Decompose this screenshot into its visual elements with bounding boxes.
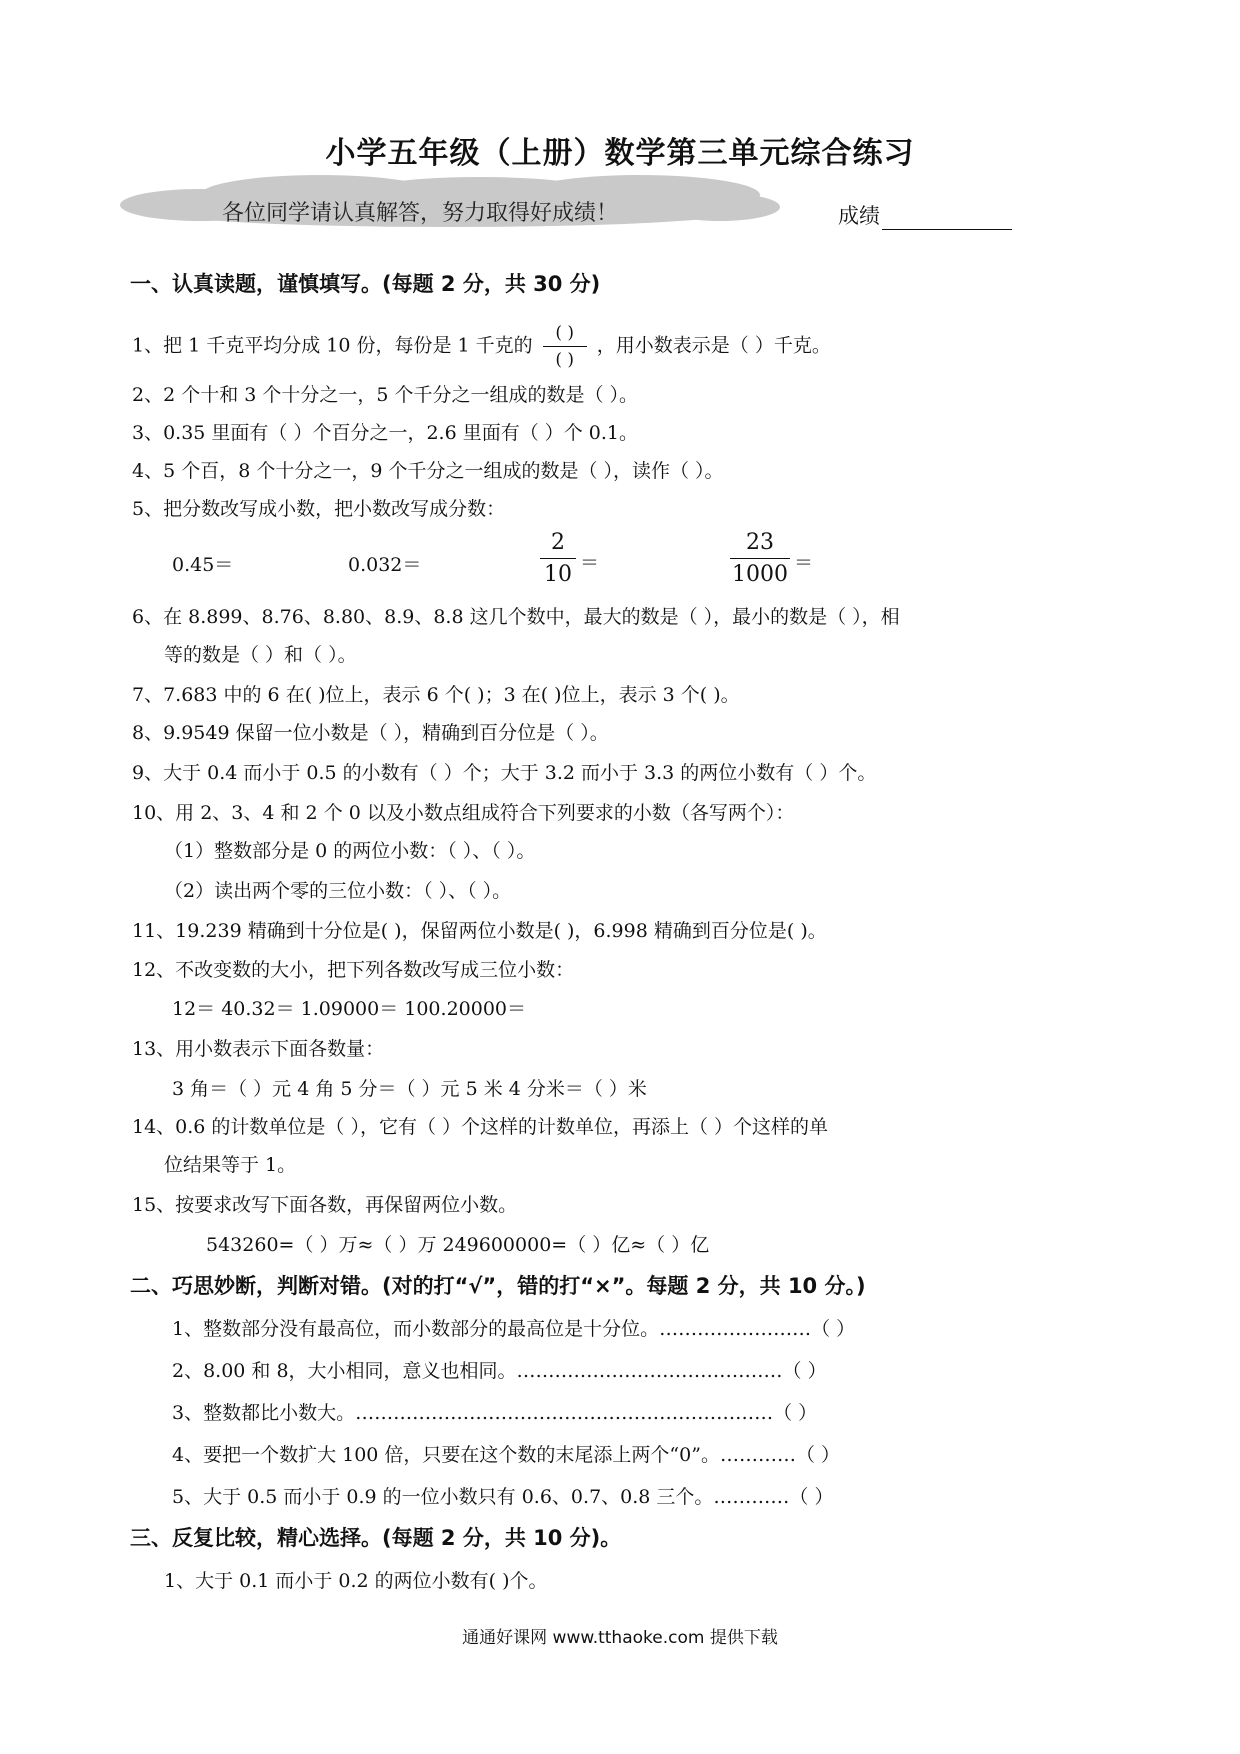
question-14-line2: 位结果等于 1。 <box>164 1154 297 1176</box>
score-blank[interactable] <box>882 207 1012 230</box>
q5-c-equals[interactable]: ＝ <box>580 552 600 574</box>
q5-fraction-c <box>540 530 576 587</box>
question-4: 4、5 个百，8 个十分之一，9 个千分之一组成的数是（ ），读作（ ）。 <box>132 460 724 482</box>
q1-frac-num: ( ) <box>555 323 575 343</box>
question-6-line1: 6、在 8.899、8.76、8.80、8.9、8.8 这几个数中，最大的数是（ ），最小的数是（ ），相 <box>132 606 900 628</box>
q5-fraction-d <box>730 530 790 587</box>
question-7: 7、7.683 中的 6 在( )位上，表示 6 个( )；3 在( )位上，表示 3 个( )。 <box>132 684 740 706</box>
question-8: 8、9.9549 保留一位小数是（ ），精确到百分位是（ ）。 <box>132 722 609 744</box>
score-label: 成绩 <box>838 204 880 228</box>
q5-c-denominator: 10 <box>544 562 572 587</box>
q1-text-b: ，用小数表示是（ ）千克。 <box>596 334 831 357</box>
question-6-line2: 等的数是（ ）和（ ）。 <box>164 644 357 666</box>
question-3: 3、0.35 里面有（ ）个百分之一，2.6 里面有（ ）个 0.1。 <box>132 422 639 444</box>
question-13-items: 3 角＝（ ）元 4 角 5 分＝（ ）元 5 米 4 分米＝（ ）米 <box>172 1078 647 1100</box>
fraction-bar <box>540 558 576 559</box>
judge-item-5: 5、大于 0.5 而小于 0.9 的一位小数只有 0.6、0.7、0.8 三个。…………（ ） <box>172 1486 834 1508</box>
footer: 通通好课网 www.tthaoke.com 提供下载 <box>462 1628 778 1648</box>
question-13: 13、用小数表示下面各数量： <box>132 1038 385 1060</box>
question-10-part2: （2）读出两个零的三位小数：（ ）、（ ）。 <box>164 880 512 902</box>
question-10-part1: （1）整数部分是 0 的两位小数：（ ）、（ ）。 <box>164 840 536 862</box>
q5-d-equals[interactable]: ＝ <box>794 552 814 574</box>
fraction-bar <box>543 346 587 347</box>
judge-item-2: 2、8.00 和 8，大小相同，意义也相同。……………………………………（ ） <box>172 1360 827 1382</box>
q1-fraction-blank[interactable] <box>543 322 587 371</box>
section2-heading: 二、巧思妙断，判断对错。(对的打“√”，错的打“×”。每题 2 分，共 10 分。) <box>130 1274 866 1298</box>
question-15: 15、按要求改写下面各数，再保留两位小数。 <box>132 1194 518 1216</box>
choice-question-1: 1、大于 0.1 而小于 0.2 的两位小数有( )个。 <box>164 1570 548 1592</box>
section3-heading: 三、反复比较，精心选择。(每题 2 分，共 10 分)。 <box>130 1526 622 1550</box>
question-5: 5、把分数改写成小数，把小数改写成分数： <box>132 498 506 520</box>
question-12-items: 12＝ 40.32＝ 1.09000＝ 100.20000＝ <box>172 998 527 1020</box>
question-11: 11、19.239 精确到十分位是( )，保留两位小数是( )，6.998 精确到百分位是( )。 <box>132 920 827 942</box>
question-10: 10、用 2、3、4 和 2 个 0 以及小数点组成符合下列要求的小数（各写两个）： <box>132 802 795 824</box>
q1-text-a: 1、把 1 千克平均分成 10 份，每份是 1 千克的 <box>132 334 533 357</box>
score-field <box>838 200 1012 230</box>
question-14-line1: 14、0.6 的计数单位是（ ），它有（ ）个这样的计数单位，再添上（ ）个这样的单 <box>132 1116 829 1138</box>
judge-item-1: 1、整数部分没有最高位，而小数部分的最高位是十分位。……………………（ ） <box>172 1318 856 1340</box>
question-15-items: 543260=（ ）万≈（ ）万 249600000=（ ）亿≈（ ）亿 <box>206 1234 710 1256</box>
section1-heading: 一、认真读题，谨慎填写。(每题 2 分，共 30 分) <box>130 272 601 296</box>
q5-c-numerator: 2 <box>551 530 565 555</box>
q1-frac-den: ( ) <box>555 350 575 370</box>
q5-item-b: 0.032＝ <box>348 554 422 576</box>
question-9: 9、大于 0.4 而小于 0.5 的小数有（ ）个；大于 3.2 而小于 3.3 的两位小数有（ ）个。 <box>132 762 877 784</box>
judge-item-4: 4、要把一个数扩大 100 倍，只要在这个数的末尾添上两个“0”。…………（ ） <box>172 1444 840 1466</box>
greeting <box>222 196 618 210</box>
question-2: 2、2 个十和 3 个十分之一，5 个千分之一组成的数是（ ）。 <box>132 384 639 406</box>
judge-item-3: 3、整数都比小数大。…………………………………………………………（ ） <box>172 1402 818 1424</box>
q5-item-a: 0.45＝ <box>172 554 234 576</box>
page-title: 小学五年级（上册）数学第三单元综合练习 <box>325 136 915 171</box>
q5-d-numerator: 23 <box>746 530 774 555</box>
fraction-bar <box>730 558 790 559</box>
question-12: 12、不改变数的大小，把下列各数改写成三位小数： <box>132 959 575 981</box>
question-1 <box>132 322 831 371</box>
q5-d-denominator: 1000 <box>732 562 788 587</box>
